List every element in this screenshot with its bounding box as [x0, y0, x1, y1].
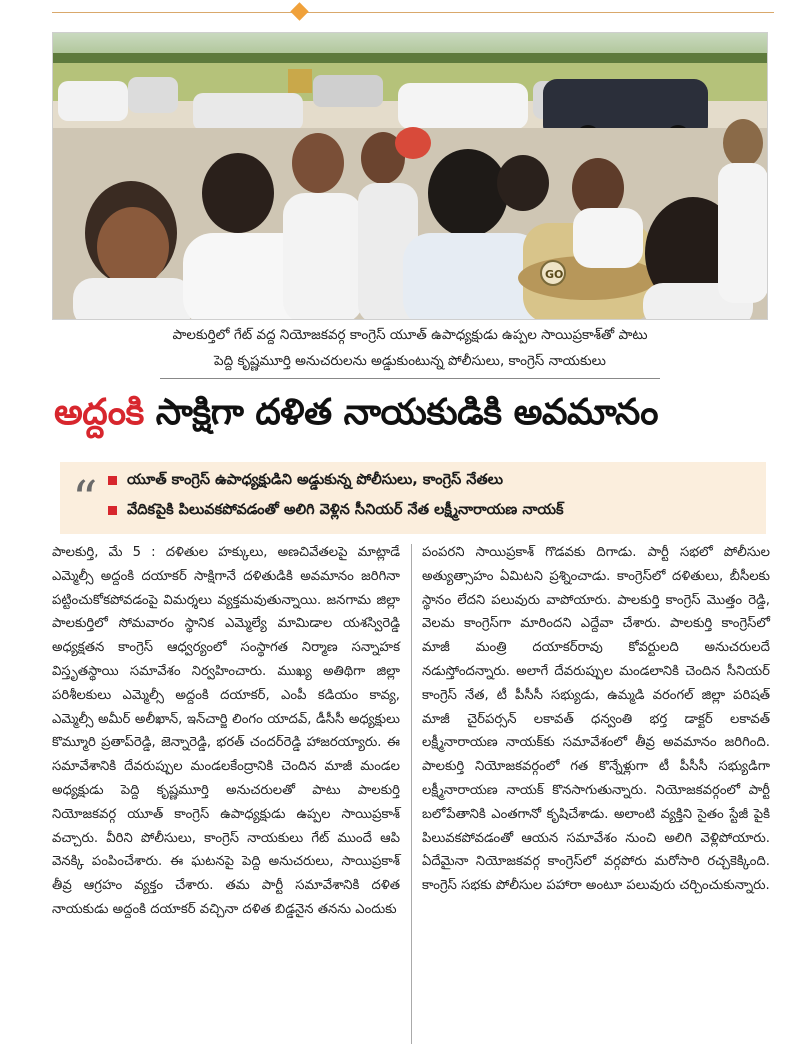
article-text-right: పంపరని సాయిప్రకాశ్ గొడవకు దిగాడు. పార్టీ సభలో పోలీసుల అత్యుత్సాహం ఏమిటని ప్రశ్నించాడు. కాంగ్రెస్‌లో దళితులు, బీసీలకు స్థానం లేదని పలువురు వాపోయారు. పాలకుర్తి కాంగ్రెస్ మొత్తం రెడ్డి, వెలమ కాంగ్రెస్‌గా మారిందని ఎద్దేవా చేశారు. పాలకుర్తి కాంగ్రెస్‌లో మాజీ మంత్రి దయాకర్‌రావు కోవర్టులది అనుచరులదే నడుస్తోందన్నారు. అలాగే దేవరుప్పుల మండలానికి చెందిన సీనియర్ కాంగ్రెస్ నేత, టీ పీసీసీ సభ్యుడు, ఉమ్మడి వరంగల్ జిల్లా పరిషత్ మాజీ చైర్‌పర్సన్ లకావత్ ధన్వంతి భర్త డాక్టర్ లకావత్ లక్ష్మీనారాయణ నాయక్‌కు సమావేశంలో తీవ్ర అవమానం జరిగింది. పాలకుర్తి నియోజకవర్గంలో గత కొన్నేళ్లుగా టీ పీసీసీ సభ్యుడిగా లక్ష్మీనారాయణ నాయక్ కొనసాగుతున్నారు. నియోజకవర్గంలో పార్టీ బలోపేతానికి ఎంతగానో కృషిచేశాడు. అలాంటి వ్యక్తిని సైతం స్టేజీ పైకి పిలువకపోవడంతో ఆయన సమావేశం నుంచి అలిగి వెళ్లిపోయారు. ఏదేమైనా నియోజకవర్గ కాంగ్రెస్‌లో వర్గపోరు మరోసారి రచ్చకెక్కింది. కాంగ్రెస్ సభకు పోలీసుల పహారా అంటూ పలువురు చర్చించుకున్నారు. — [422, 545, 770, 894]
quote-icon: “ — [72, 470, 98, 528]
column-divider — [411, 544, 412, 1044]
subheading-1 — [108, 472, 503, 492]
top-rule — [52, 12, 774, 13]
caption-underline — [160, 378, 660, 379]
police-badge: GO — [545, 268, 564, 281]
article-text-left: పాలకుర్తి, మే 5 : దళితుల హక్కులు, అణచివేతలపై మాట్లాడే ఎమ్మెల్సీ అద్దంకి దయాకర్ సాక్షిగానే దళితుడికి అవమానం జరిగినా పట్టించుకోకపోవడంపై విమర్శలు వ్యక్తమవుతున్నాయి. జనగామ జిల్లా పాలకుర్తిలో సోమవారం స్థానిక ఎమ్మెల్యే మామిడాల యశస్విరెడ్డి అధ్యక్షతన కాంగ్రెస్ ఆధ్వర్యంలో సంస్థాగత నిర్మాణ సన్నాహక విస్తృతస్థాయి సమావేశం నిర్వహించారు. ముఖ్య అతిథిగా జిల్లా పరిశీలకులు ఎమ్మెల్సీ అద్దంకి దయాకర్, ఎంపీ కడియం కావ్య, ఎమ్మెల్సీ అమీర్ అలీఖాన్, ఇన్‌చార్జి లింగం యాదవ్, డీసీసీ అధ్యక్షులు కొమ్మూరి ప్రతాప్‌రెడ్డి, జెన్నారెడ్డి, భరత్ చందర్‌రెడ్డి హాజరయ్యారు. ఈ సమావేశానికి దేవరుప్పుల మండలకేంద్రానికి చెందిన మాజీ మండల అధ్యక్షుడు పెద్ది కృష్ణమూర్తి అనుచరులతో పాటు పాలకుర్తి నియోజకవర్గ యూత్ కాంగ్రెస్ ఉపాధ్యక్షుడు ఉప్పల సాయిప్రకాశ్ వచ్చారు. వీరిని పోలీసులు, కాంగ్రెస్ నాయకులు గేట్ ముందే ఆపి వెనక్కి పంపించేశారు. ఈ ఘటనపై పెద్ది అనుచరులు, సాయిప్రకాశ్ తీవ్ర ఆగ్రహం వ్యక్తం చేశారు. తమ పార్టీ సమావేశానికి దళిత నాయకుడు అద్దంకి దయాకర్ వచ్చినా దళిత బిడ్డనైన తనను ఎందుకు — [52, 545, 400, 917]
caption-line-1: పాలకుర్తిలో గేట్ వద్ద నియోజకవర్గ కాంగ్రెస్ యూత్ ఉపాధ్యక్షుడు ఉప్పల సాయిప్రకాశ్‌తో పాటు — [172, 327, 648, 343]
bullet-icon — [108, 476, 117, 485]
subheading-box — [60, 462, 766, 534]
subheading-2 — [108, 502, 564, 522]
article-column-left — [52, 541, 400, 922]
news-photo — [52, 32, 768, 320]
diamond-ornament — [290, 2, 308, 20]
photo-caption — [52, 322, 768, 374]
subheading-2-text: వేదికపైకి పిలువకపోవడంతో అలిగి వెళ్లిన సీనియర్ నేత లక్ష్మీనారాయణ నాయక్ — [127, 502, 564, 518]
headline — [54, 392, 766, 450]
article-column-right — [422, 541, 770, 898]
headline-text: సాక్షిగా దళిత నాయకుడికి అవమానం — [143, 392, 659, 433]
subheading-1-text: యూత్ కాంగ్రెస్ ఉపాధ్యక్షుడిని అడ్డుకున్న పోలీసులు, కాంగ్రెస్ నేతలు — [127, 472, 504, 488]
headline-highlight: అద్దంకి — [54, 392, 144, 433]
caption-line-2: పెద్ది కృష్ణమూర్తి అనుచరులను అడ్డుకుంటున్న పోలీసులు, కాంగ్రెస్ నాయకులు — [214, 353, 606, 369]
bullet-icon — [108, 506, 117, 515]
